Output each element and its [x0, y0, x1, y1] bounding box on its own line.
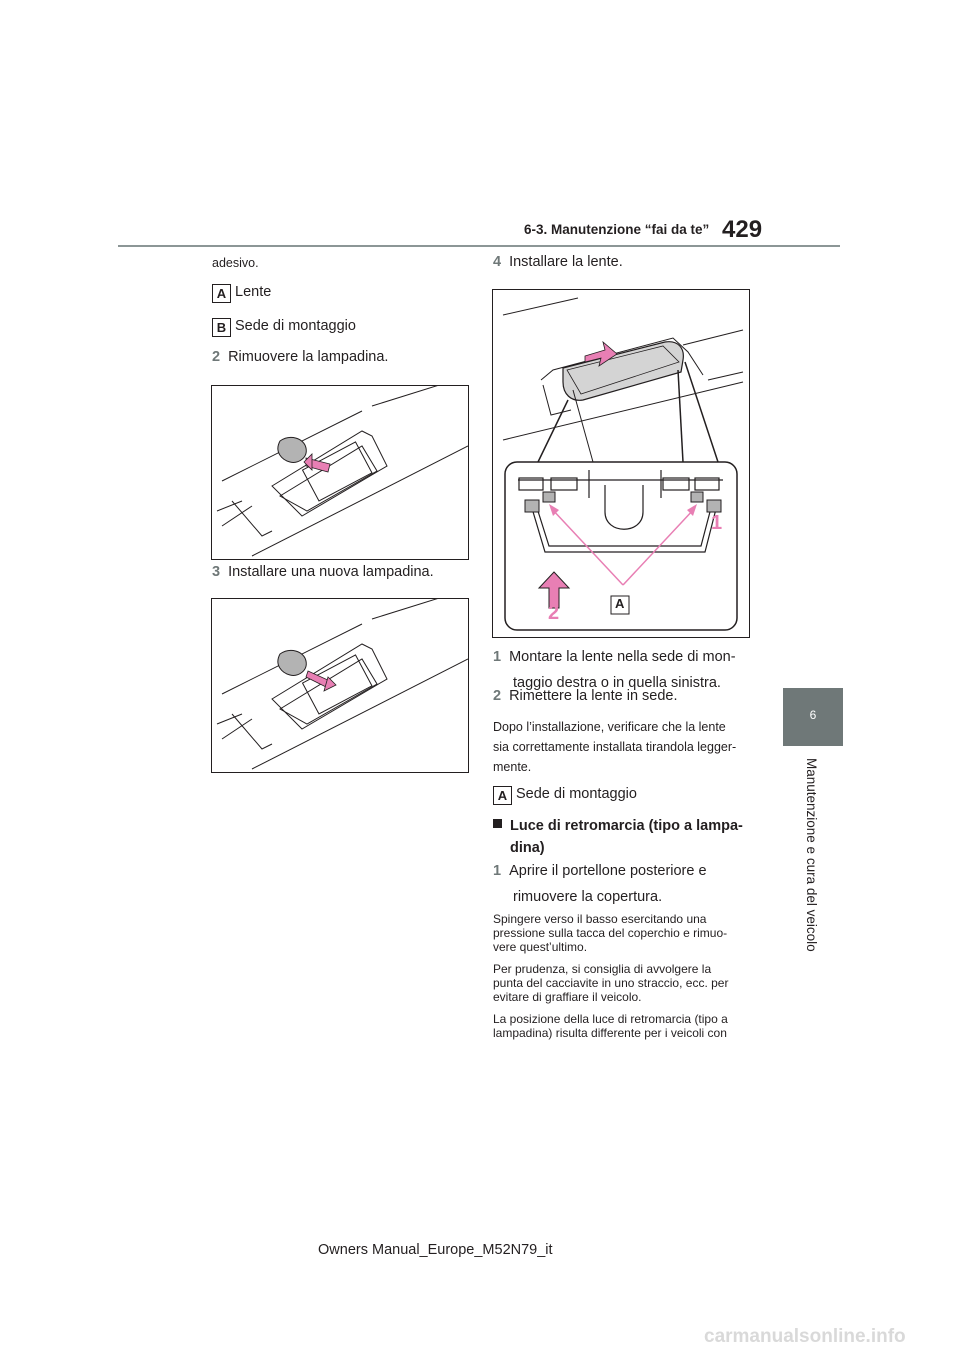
legend-text: Lente	[235, 284, 272, 300]
step-3	[212, 564, 434, 580]
legend-item-b	[212, 318, 356, 337]
note-line: Dopo l’installazione, verificare che la lente	[493, 720, 726, 734]
paragraph-line: La posizione della luce di retromarcia (tipo a	[493, 1012, 728, 1026]
chapter-tab	[783, 688, 843, 746]
remove-bulb-illustration	[212, 386, 468, 559]
figure-callout-2: 2	[548, 602, 560, 624]
substep-text: Rimettere la lente in sede.	[509, 688, 678, 704]
chapter-title: Manutenzione e cura del veicolo	[804, 758, 819, 952]
watermark-text: carmanualsonline.info	[704, 1326, 906, 1347]
footer-document-name: Owners Manual_Europe_M52N79_it	[318, 1242, 553, 1258]
label-a-box: A	[212, 284, 231, 303]
paragraph-line: Per prudenza, si consiglia di avvolgere la	[493, 962, 712, 976]
heading-text-cont: dina)	[510, 840, 545, 856]
label-a-box: A	[493, 786, 512, 805]
legend-text: Sede di montaggio	[235, 318, 356, 334]
paragraph-1	[493, 912, 727, 954]
substep-number: 2	[493, 688, 502, 704]
bullet-square-icon	[493, 819, 502, 828]
paragraph-2	[493, 962, 728, 1004]
paragraph-line: vere quest’ultimo.	[493, 940, 588, 954]
figure-callout-1: 1	[711, 512, 723, 534]
header-divider	[118, 245, 840, 247]
paragraph-3	[493, 1012, 728, 1040]
chapter-number: 6	[809, 708, 817, 722]
note-line: sia correttamente installata tirandola legger-	[493, 740, 737, 754]
install-bulb-illustration	[212, 599, 468, 772]
legend-text: Sede di montaggio	[516, 786, 637, 802]
substep-text-cont: taggio destra o in quella sinistra.	[513, 675, 721, 691]
paragraph-line: Spingere verso il basso esercitando una	[493, 912, 707, 926]
paragraph-line: punta del cacciavite in uno straccio, ecc. per	[493, 976, 729, 990]
section-heading	[493, 815, 743, 859]
heading-text: Luce di retromarcia (tipo a lampa-	[510, 818, 743, 834]
install-lens-illustration	[493, 290, 749, 637]
step-number: 2	[212, 349, 221, 365]
substep-number: 1	[493, 649, 502, 665]
figure-install-lens	[492, 289, 750, 638]
note-line: mente.	[493, 760, 532, 774]
paragraph-line: pressione sulla tacca del coperchio e rimuo-	[493, 926, 728, 940]
figure-install-bulb	[211, 598, 469, 773]
substep-text: Montare la lente nella sede di mon-	[509, 649, 736, 665]
step-4	[493, 254, 623, 270]
step-text: Installare la lente.	[509, 254, 623, 270]
installation-note	[493, 717, 736, 777]
step-1-backup-light	[493, 858, 707, 910]
step-2	[212, 349, 388, 365]
paragraph-line: lampadina) risulta differente per i veicoli con	[493, 1026, 727, 1040]
paragraph-line: evitare di graffiare il veicolo.	[493, 990, 642, 1004]
substep-2	[493, 688, 678, 704]
step-text: Rimuovere la lampadina.	[228, 349, 389, 365]
legend-item-a-right	[493, 786, 637, 805]
step-text-cont: rimuovere la copertura.	[513, 889, 663, 905]
continued-text: adesivo.	[212, 256, 259, 270]
label-b-box: B	[212, 318, 231, 337]
page-number: 429	[722, 216, 763, 243]
step-text: Aprire il portellone posteriore e	[509, 863, 707, 879]
figure-remove-bulb	[211, 385, 469, 560]
legend-item-a	[212, 284, 271, 303]
step-number: 3	[212, 564, 221, 580]
figure-label-a: A	[615, 596, 625, 611]
step-text: Installare una nuova lampadina.	[228, 564, 434, 580]
section-title: 6-3. Manutenzione “fai da te”	[524, 222, 710, 237]
step-number: 4	[493, 254, 502, 270]
step-number: 1	[493, 863, 502, 879]
